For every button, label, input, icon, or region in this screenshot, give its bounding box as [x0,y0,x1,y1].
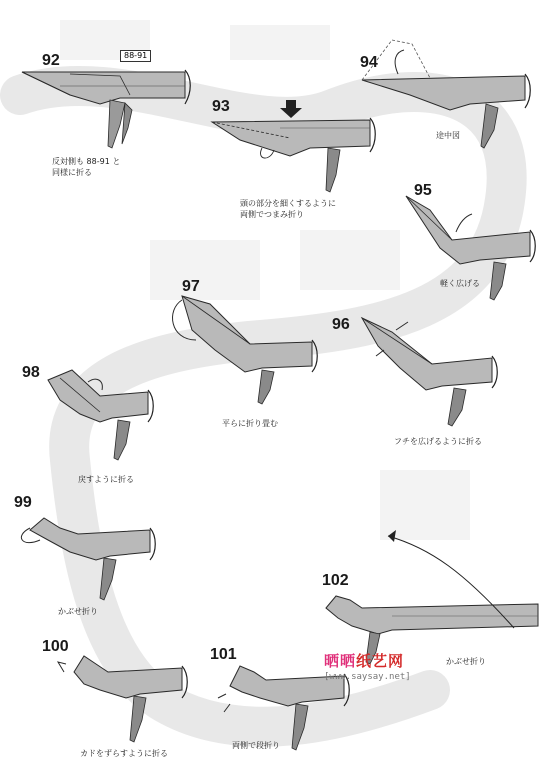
watermark-title-part: 晒晒 [324,652,357,670]
step-101-caption: 両側で段折り [232,741,280,750]
step-96-caption: フチを広げるように折る [394,437,482,446]
step-94-caption: 途中図 [436,131,460,140]
step-number: 100 [42,638,69,655]
step-98-caption: 戻すように折る [78,475,134,484]
step-97-caption: 平らに折り畳む [222,419,278,428]
step-number: 96 [332,316,350,333]
step-number: 92 [42,52,60,69]
step-number: 97 [182,278,200,295]
step-number: 99 [14,494,32,511]
step-number: 101 [210,646,237,663]
caption-line: 頭の部分を細くするように [240,199,336,208]
caption-line: 反対側も 88-91 と [52,157,121,166]
step-number: 93 [212,98,230,115]
step-number: 94 [360,54,378,71]
step-number: 102 [322,572,349,589]
step-93-caption [240,198,336,220]
step-102-figure [326,530,538,664]
caption-line: 両側でつまみ折り [240,210,304,219]
step-number: 98 [22,364,40,381]
step-92-caption [52,156,120,178]
watermark-title-part: 纸艺网 [356,652,405,670]
watermark-url: [www.saysay.net] [324,672,411,682]
step-95-caption: 軽く広げる [440,279,480,288]
step-96-figure [362,318,497,426]
reference-box: 88-91 [120,50,151,62]
watermark-title-text [324,652,404,670]
step-102-caption: かぶせ折り [446,657,486,666]
watermark-title [324,650,404,671]
step-100-caption: カドをずらすように折る [80,749,168,758]
caption-line: 同様に折る [52,168,92,177]
step-99-caption: かぶせ折り [58,607,98,616]
step-number: 95 [414,182,432,199]
